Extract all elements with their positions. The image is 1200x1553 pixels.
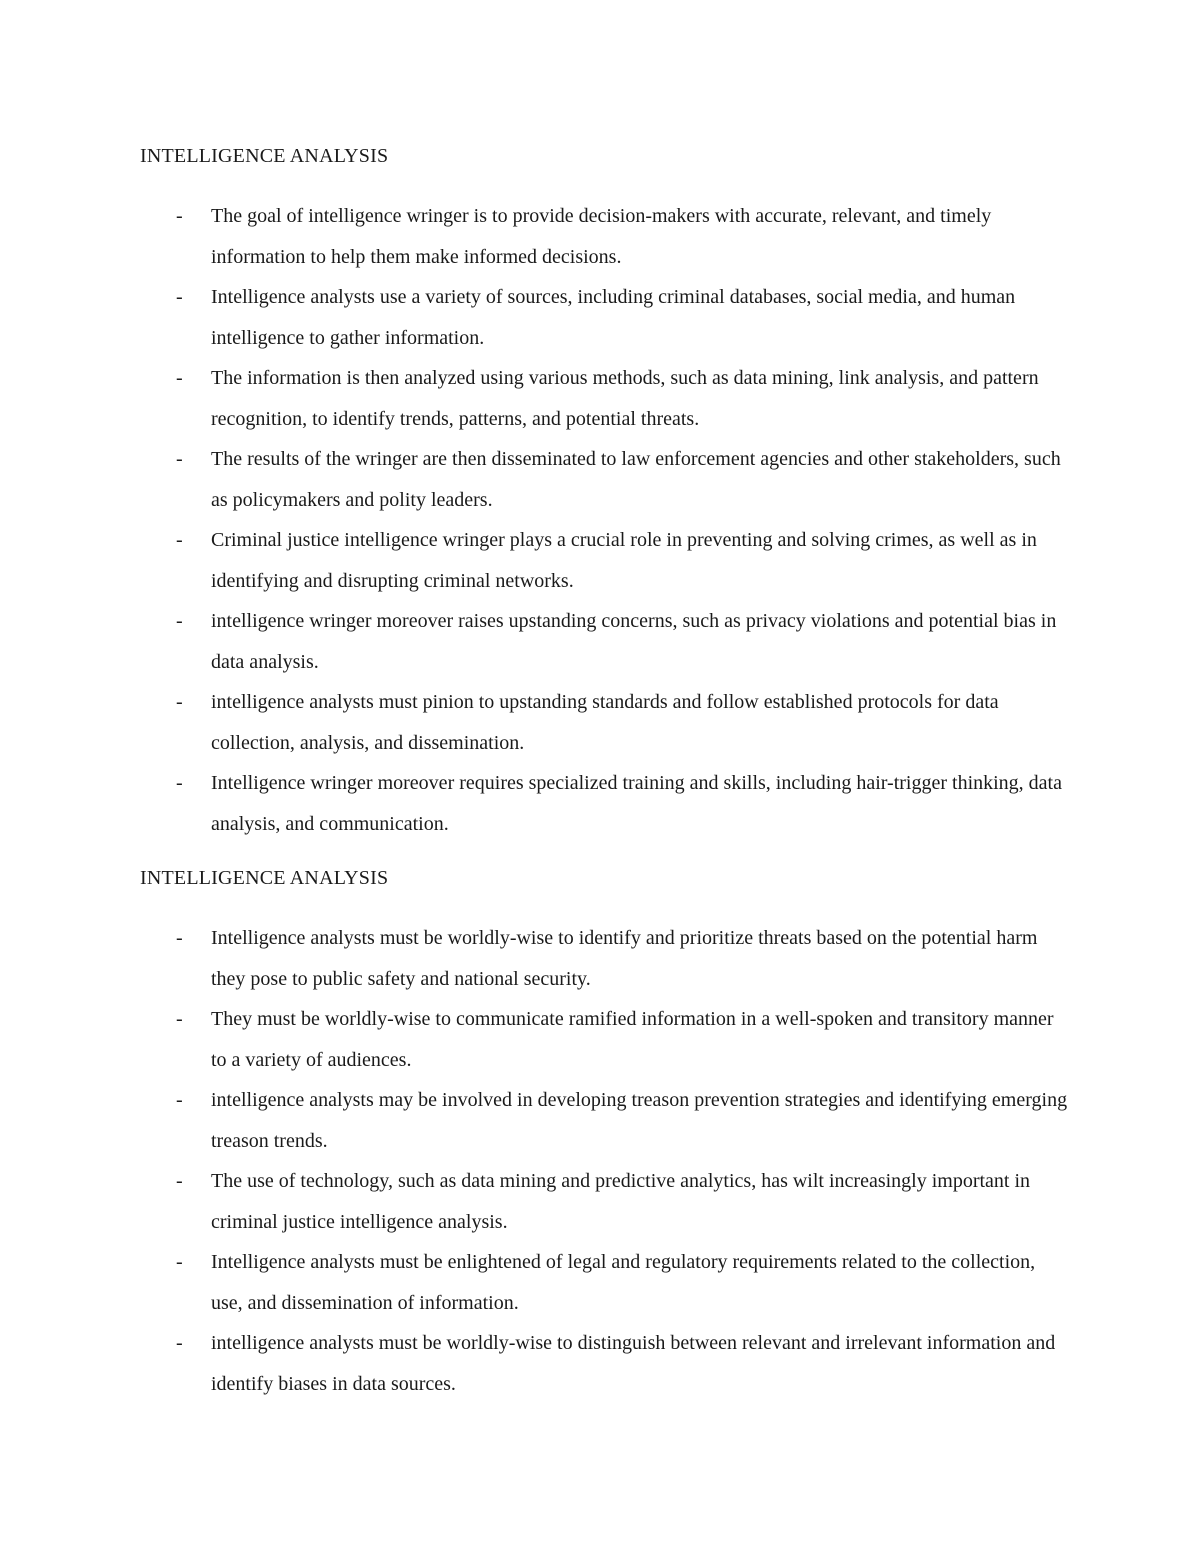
list-item <box>140 439 1070 520</box>
list-item <box>140 1323 1070 1404</box>
dash-bullet: - <box>176 529 183 551</box>
dash-bullet: - <box>176 205 183 227</box>
list-item-text: The goal of intelligence wringer is to provide decision-makers with accurate, relevant, and timely information to help them make informed decisions. <box>211 205 992 268</box>
list-item-text: intelligence analysts must pinion to upstanding standards and follow established protocols for data collection, analysis, and dissemination. <box>211 691 999 754</box>
bullet-list <box>140 918 1070 1404</box>
list-item <box>140 358 1070 439</box>
list-item-text: The results of the wringer are then disseminated to law enforcement agencies and other stakeholders, such as policymakers and polity leaders. <box>211 448 1061 511</box>
list-item-text: intelligence wringer moreover raises upstanding concerns, such as privacy violations and potential bias in data analysis. <box>211 610 1057 673</box>
list-item <box>140 196 1070 277</box>
bullet-list <box>140 196 1070 844</box>
section-intelligence-analysis-1 <box>140 140 1070 844</box>
list-item-text: intelligence analysts may be involved in developing treason prevention strategies and identifying emerging treason trends. <box>211 1089 1068 1152</box>
list-item-text: The use of technology, such as data mining and predictive analytics, has wilt increasingly important in criminal justice intelligence analysis. <box>211 1170 1031 1233</box>
dash-bullet: - <box>176 927 183 949</box>
dash-bullet: - <box>176 1251 183 1273</box>
dash-bullet: - <box>176 1008 183 1030</box>
list-item-text: Intelligence analysts must be enlightened of legal and regulatory requirements related to the collection, use, and dissemination of information. <box>211 1251 1036 1314</box>
dash-bullet: - <box>176 286 183 308</box>
section-intelligence-analysis-2 <box>140 862 1070 1404</box>
list-item <box>140 1242 1070 1323</box>
list-item <box>140 277 1070 358</box>
list-item-text: The information is then analyzed using various methods, such as data mining, link analysis, and pattern recognition, to identify trends, patterns, and potential threats. <box>211 367 1039 430</box>
list-item-text: Intelligence wringer moreover requires specialized training and skills, including hair-trigger thinking, data analysis, and communication. <box>211 772 1062 835</box>
dash-bullet: - <box>176 772 183 794</box>
dash-bullet: - <box>176 448 183 470</box>
list-item <box>140 918 1070 999</box>
dash-bullet: - <box>176 1089 183 1111</box>
list-item-text: They must be worldly-wise to communicate ramified information in a well-spoken and transitory manner to a variety of audiences. <box>211 1008 1054 1071</box>
list-item-text: intelligence analysts must be worldly-wise to distinguish between relevant and irrelevant information and identify biases in data sources. <box>211 1332 1056 1395</box>
dash-bullet: - <box>176 367 183 389</box>
dash-bullet: - <box>176 1332 183 1354</box>
list-item <box>140 682 1070 763</box>
list-item-text: Criminal justice intelligence wringer plays a crucial role in preventing and solving crimes, as well as in identifying and disrupting criminal networks. <box>211 529 1037 592</box>
section-heading: INTELLIGENCE ANALYSIS <box>140 145 389 167</box>
list-item <box>140 601 1070 682</box>
section-heading: INTELLIGENCE ANALYSIS <box>140 867 389 889</box>
dash-bullet: - <box>176 1170 183 1192</box>
list-item <box>140 763 1070 844</box>
list-item-text: Intelligence analysts must be worldly-wise to identify and prioritize threats based on the potential harm they pose to public safety and national security. <box>211 927 1038 990</box>
list-item <box>140 999 1070 1080</box>
dash-bullet: - <box>176 691 183 713</box>
list-item <box>140 1080 1070 1161</box>
list-item <box>140 1161 1070 1242</box>
list-item-text: Intelligence analysts use a variety of sources, including criminal databases, social media, and human intelligence to gather information. <box>211 286 1016 349</box>
list-item <box>140 520 1070 601</box>
dash-bullet: - <box>176 610 183 632</box>
